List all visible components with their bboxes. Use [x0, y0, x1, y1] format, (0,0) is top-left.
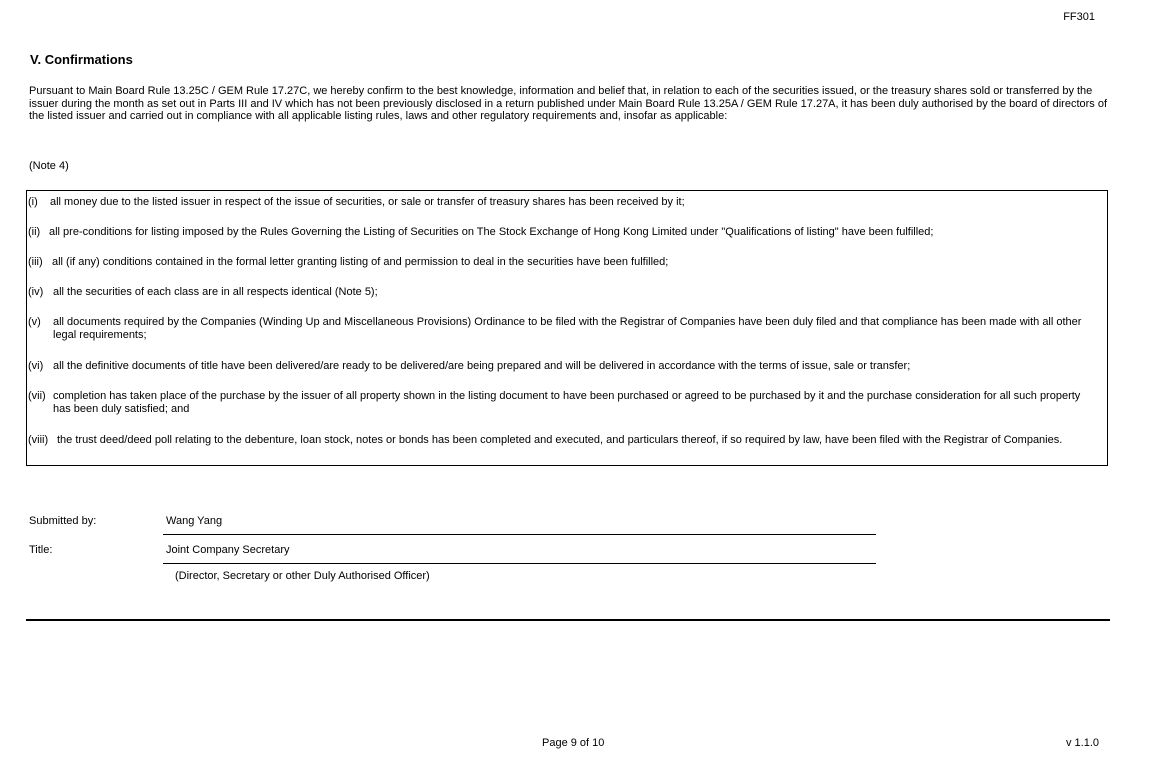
- confirmation-number: (iii): [28, 256, 43, 268]
- confirmation-number: (vii): [28, 390, 46, 402]
- confirmation-item: [27, 316, 1097, 341]
- confirmation-text: all the definitive documents of title have been delivered/are ready to be delivered/are being prepared and will be delivered in accordance with the terms of issue, sale or transfer;: [53, 360, 911, 372]
- signature-caption: (Director, Secretary or other Duly Authorised Officer): [175, 570, 430, 582]
- version-label: v 1.1.0: [1065, 737, 1099, 749]
- confirmations-box: [26, 190, 1108, 466]
- confirmation-number: (vi): [28, 360, 44, 372]
- confirmation-item: [27, 286, 1097, 299]
- confirmation-text: all pre-conditions for listing imposed by the Rules Governing the Listing of Securities on The Stock Exchange of Hong Kong Limited under "Qualifications of listing" have been fulfilled;: [49, 226, 934, 238]
- confirmation-number: (v): [28, 316, 41, 328]
- footer-divider: [26, 619, 1110, 621]
- confirmation-number: (ii): [28, 226, 41, 238]
- confirmation-text: all documents required by the Companies (Winding Up and Miscellaneous Provisions) Ordinance to be filed with the Registrar of Companies have been duly filed and that compliance has been made with all other legal requirements;: [53, 316, 1082, 341]
- confirmation-number: (viii): [28, 434, 49, 446]
- section-title: V. Confirmations: [30, 52, 133, 67]
- submitted-by-underline: [163, 534, 876, 535]
- confirmation-item: [27, 434, 1097, 447]
- form-code: FF301: [1063, 11, 1095, 23]
- confirmation-text: all (if any) conditions contained in the formal letter granting listing of and permission to deal in the securities have been fulfilled;: [52, 256, 669, 268]
- page-number: Page 9 of 10: [542, 737, 605, 749]
- confirmation-item: [27, 226, 1097, 239]
- intro-paragraph: Pursuant to Main Board Rule 13.25C / GEM Rule 17.27C, we hereby confirm to the best knowledge, information and belief that, in relation to each of the securities issued, or the treasury shares sold or transferred by the issuer during the month as set out in Parts III and IV which has not been previously disclosed in a return published under Main Board Rule 13.25A / GEM Rule 17.27A, it has been duly authorised by the board of directors of the listed issuer and carried out in compliance with all applicable listing rules, laws and other regulatory requirements and, insofar as applicable:: [29, 85, 1108, 122]
- confirmation-text: all the securities of each class are in all respects identical (Note 5);: [53, 286, 378, 298]
- confirmation-text: completion has taken place of the purchase by the issuer of all property shown in the listing document to have been purchased or agreed to be purchased by it and the purchase consideration for all such property has been duly satisfied; and: [53, 390, 1081, 415]
- confirmation-text: the trust deed/deed poll relating to the debenture, loan stock, notes or bonds has been completed and executed, and particulars thereof, if so required by law, have been filed with the Registrar of Companies.: [57, 434, 1063, 446]
- submitted-by-label: Submitted by:: [29, 515, 97, 527]
- confirmation-item: [27, 196, 1097, 209]
- title-underline: [163, 563, 876, 564]
- confirmation-item: [27, 360, 1097, 373]
- note-reference: (Note 4): [29, 160, 69, 172]
- confirmation-number: (iv): [28, 286, 44, 298]
- title-value: Joint Company Secretary: [166, 544, 290, 556]
- confirmation-text: all money due to the listed issuer in respect of the issue of securities, or sale or transfer of treasury shares has been received by it;: [50, 196, 685, 208]
- submitted-by-value: Wang Yang: [166, 515, 223, 527]
- confirmation-number: (i): [28, 196, 38, 208]
- title-label: Title:: [29, 544, 53, 556]
- confirmation-item: [27, 256, 1097, 269]
- confirmation-item: [27, 390, 1097, 415]
